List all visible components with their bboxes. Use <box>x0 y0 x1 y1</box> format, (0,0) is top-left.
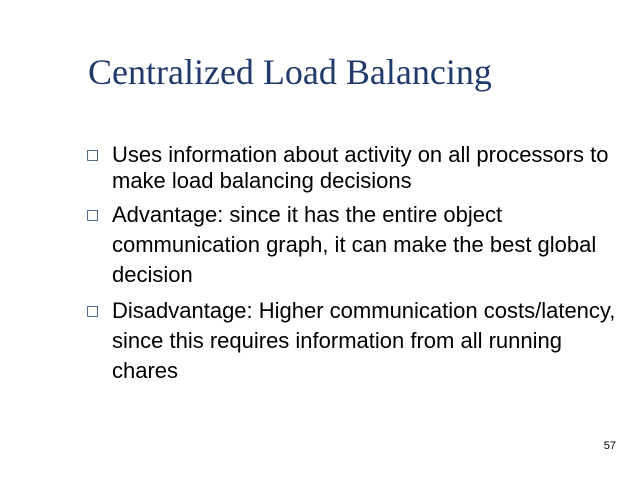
bullet-list <box>86 142 626 392</box>
bullet-item <box>86 142 626 194</box>
bullet-text: Advantage: since it has the entire object communication graph, it can make the best global decision <box>112 202 597 287</box>
bullet-text: Disadvantage: Higher communication costs/latency, since this requires information from all running chares <box>112 298 616 383</box>
bullet-item <box>86 296 626 386</box>
slide-title: Centralized Load Balancing <box>88 52 492 92</box>
page-number: 57 <box>603 440 616 452</box>
square-bullet-icon: □ <box>86 207 100 223</box>
bullet-item <box>86 200 626 290</box>
square-bullet-icon: □ <box>86 147 100 163</box>
bullet-text: Uses information about activity on all processors to make load balancing decisions <box>112 142 609 193</box>
square-bullet-icon: □ <box>86 303 100 319</box>
